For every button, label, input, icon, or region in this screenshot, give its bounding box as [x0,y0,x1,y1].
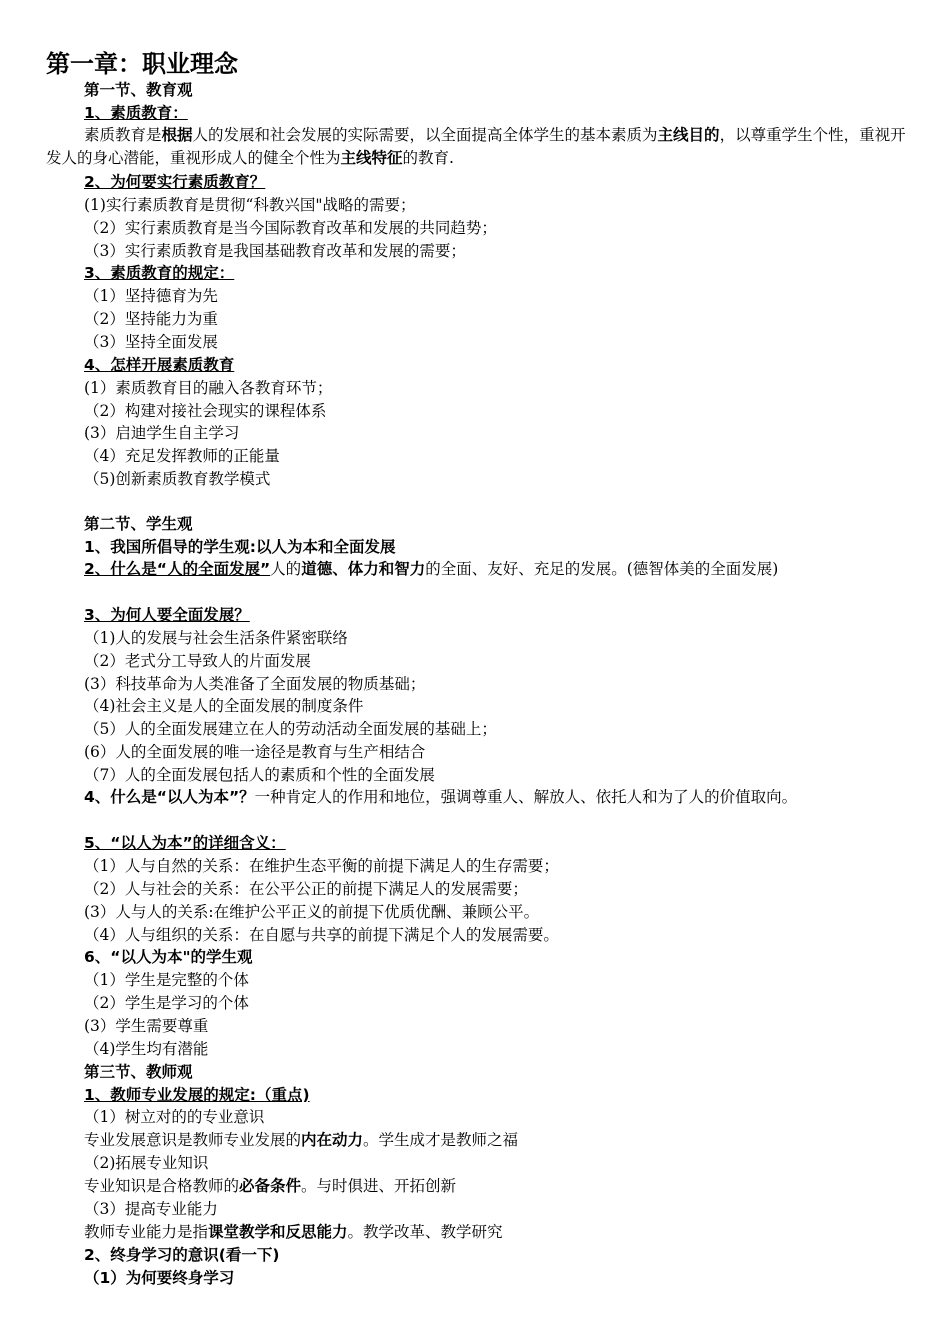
s1-heading-how: 4、怎样开展素质教育 [84,356,235,374]
s3-heading-rules: 1、教师专业发展的规定:（重点) [84,1086,310,1104]
list-item: （1）学生是完整的个体 [84,971,249,989]
s1-heading-why: 2、为何要实行素质教育？ [84,173,266,191]
s3-text-3: 教师专业能力是指课堂教学和反思能力。教学改革、教学研究 [84,1223,503,1241]
list-item: （2）实行素质教育是当今国际教育改革和发展的共同趋势； [84,219,497,237]
s2-line-4-paragraph: 4、什么是“以人为本”？一种肯定人的作用和地位，强调尊重人、解放人、依托人和为了人的价值取向。 [84,788,798,806]
list-item: （3）坚持全面发展 [84,333,218,351]
list-item: （7）人的全面发展包括人的素质和个性的全面发展 [84,766,435,784]
list-item: (1）素质教育目的融入各教育环节； [84,379,333,397]
s1-heading-quality-education: 1、素质教育： [84,104,188,122]
section-2-heading: 第二节、学生观 [84,515,193,533]
list-item: (3）启迪学生自主学习 [84,424,240,442]
list-item: （1）为何要终身学习 [84,1269,235,1287]
s2-heading-meaning: 5、“以人为本”的详细含义： [84,834,286,852]
list-item: （2)拓展专业知识 [84,1154,209,1172]
list-item: （2）构建对接社会现实的课程体系 [84,402,327,420]
s3-text-2: 专业知识是合格教师的必备条件。与时俱进、开拓创新 [84,1177,457,1195]
s3-text-1: 专业发展意识是教师专业发展的内在动力。学生成才是教师之福 [84,1131,519,1149]
list-item: （5）人的全面发展建立在人的劳动活动全面发展的基础上； [84,720,497,738]
list-item: （2）人与社会的关系：在公平公正的前提下满足人的发展需要； [84,880,528,898]
list-item: （1）树立对的的专业意识 [84,1108,265,1126]
list-item: （1）坚持德育为先 [84,287,218,305]
list-item: (3）科技革命为人类准备了全面发展的物质基础； [84,675,426,693]
list-item: （2）坚持能力为重 [84,310,218,328]
list-item: （4)学生均有潜能 [84,1040,209,1058]
list-item: （1)人的发展与社会生活条件紧密联络 [84,629,348,647]
list-item: (3）学生需要尊重 [84,1017,209,1035]
s2-line-2-paragraph: 2、什么是“人的全面发展”人的道德、体力和智力的全面、友好、充足的发展。(德智体美的全面发展) [84,560,779,578]
list-item: （5)创新素质教育教学模式 [84,470,271,488]
section-1-heading: 第一节、教育观 [84,81,193,99]
list-item: （4）充足发挥教师的正能量 [84,447,280,465]
s2-heading-student-view: 6、“以人为本"的学生观 [84,948,253,966]
list-item: （4）人与组织的关系：在自愿与共享的前提下满足个人的发展需要。 [84,926,559,944]
list-item: （2）学生是学习的个体 [84,994,249,1012]
list-item: （4)社会主义是人的全面发展的制度条件 [84,697,364,715]
s3-heading-lifelong: 2、终身学习的意识(看一下) [84,1246,280,1264]
s2-heading-why: 3、为何人要全面发展？ [84,606,250,624]
list-item: （2）老式分工导致人的片面发展 [84,652,311,670]
section-3-heading: 第三节、教师观 [84,1063,193,1081]
list-item: (1)实行素质教育是贯彻“科教兴国"战略的需要； [84,196,416,214]
list-item: （3）实行素质教育是我国基础教育改革和发展的需要； [84,242,466,260]
s2-line-1: 1、我国所倡导的学生观:以人为本和全面发展 [84,538,396,556]
s1-heading-rules: 3、素质教育的规定： [84,264,235,282]
list-item: (6）人的全面发展的唯一途径是教育与生产相结合 [84,743,426,761]
list-item: （1）人与自然的关系：在维护生态平衡的前提下满足人的生存需要； [84,857,559,875]
s1-definition-paragraph: 素质教育是根据人的发展和社会发展的实际需要，以全面提高全体学生的基本素质为主线目的，以尊重学生个性，重视开发人的身心潜能，重视形成人的健全个性为主线特征的教育. [46,126,906,167]
chapter-title: 第一章：职业理念 [46,50,238,78]
list-item: （3）提高专业能力 [84,1200,218,1218]
list-item: (3）人与人的关系:在维护公平正义的前提下优质优酬、兼顾公平。 [84,903,540,921]
